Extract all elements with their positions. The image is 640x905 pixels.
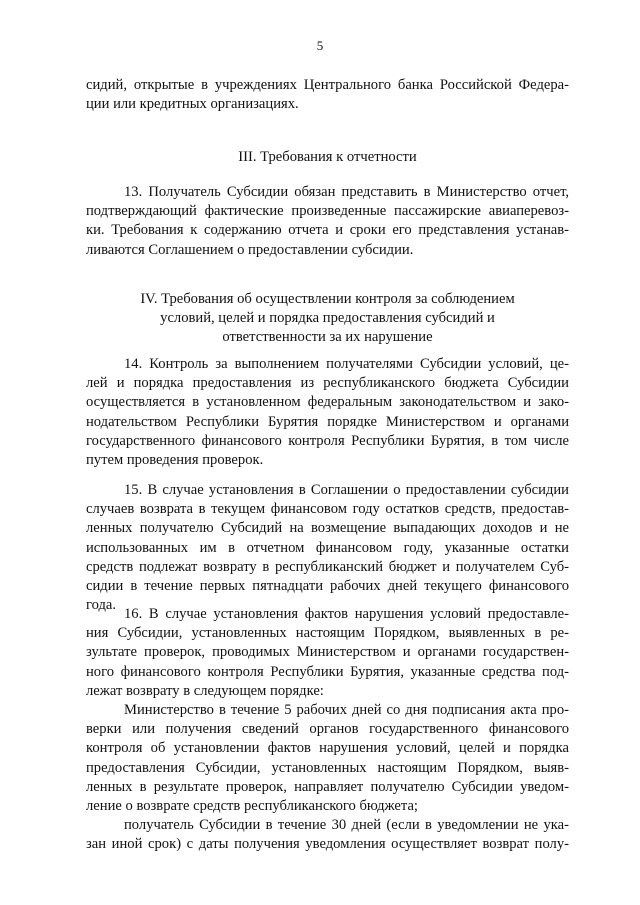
text-line: использованных им в отчетном финансовом году, указанные остатки — [86, 539, 569, 556]
text-line: ленных получателю Субсидий на возмещение выпадающих доходов и не — [86, 520, 569, 537]
paragraph-15 — [86, 481, 569, 615]
heading-line: IV. Требования об осуществлении контроля за соблюдением — [140, 291, 515, 307]
text-line: контроля об установлении фактов нарушения условий, целей и порядка — [86, 740, 569, 757]
text-line: верки или получения сведений органов государственного финансового — [86, 721, 569, 738]
text-line: ление о возврате средств республиканского бюджета; — [86, 797, 418, 814]
text-line: Министерство в течение 5 рабочих дней со дня подписания акта про- — [124, 701, 569, 718]
text-line: ливаются Соглашением о предоставлении субсидии. — [86, 241, 414, 258]
text-line: сидий, открытые в учреждениях Центрального банка Российской Федера- — [86, 77, 569, 93]
text-line: 16. В случае установления фактов нарушения условий предоставле- — [124, 606, 569, 622]
text-line: лей и порядка предоставления из республиканского бюджета Субсидии — [86, 375, 569, 392]
section-heading-iv — [86, 290, 569, 348]
page-number: 5 — [316, 38, 324, 53]
text-line: случаев возврата в текущем финансовом году остатков средств, предостав- — [86, 501, 569, 518]
text-line: путем проведения проверок. — [86, 451, 264, 468]
text-line: подтверждающий фактические произведенные пассажирские авиаперевоз- — [86, 203, 569, 220]
text-line: зультате проверок, проводимых Министерством и органами государствен- — [86, 644, 569, 661]
paragraph-14 — [86, 355, 569, 470]
text-line: средств подлежат возврату в республиканский бюджет и получателем Суб- — [86, 558, 569, 575]
heading-line: III. Требования к отчетности — [238, 149, 417, 165]
paragraph-continuation — [86, 76, 569, 114]
text-line: получатель Субсидии в течение 30 дней (если в уведомлении не ука- — [124, 817, 569, 834]
text-line: года. — [86, 597, 117, 614]
text-line: 14. Контроль за выполнением получателями Субсидии условий, це- — [124, 356, 569, 372]
text-line: сидии в течение первых пятнадцати рабочих дней текущего финансового — [86, 577, 569, 594]
paragraph-16 — [86, 605, 569, 854]
text-line: 13. Получатель Субсидии обязан представить в Министерство отчет, — [124, 184, 569, 200]
text-line: 15. В случае установления в Соглашении о предоставлении субсидии — [124, 482, 569, 498]
text-line: предоставления Субсидии, установленных настоящим Порядком, выяв- — [86, 759, 569, 776]
text-line: лежат возврату в следующем порядке: — [86, 682, 324, 699]
text-line: ного финансового контроля Республики Бурятия, указанные средства под- — [86, 663, 569, 680]
section-heading-iii — [86, 148, 569, 167]
heading-line: условий, целей и порядка предоставления субсидий и — [160, 310, 495, 327]
text-line: ции или кредитных организациях. — [86, 96, 299, 113]
text-line: осуществляется в установленном федеральным законодательством и зако- — [86, 394, 569, 411]
text-line: ленных в результате проверок, направляет получателю Субсидии уведом- — [86, 778, 569, 795]
text-line: нодательством Республики Бурятия порядке Министерством и органами — [86, 413, 569, 430]
text-line: ки. Требования к содержанию отчета и сроки его представления устанав- — [86, 222, 569, 239]
heading-line: ответственности за их нарушение — [222, 329, 433, 346]
paragraph-13 — [86, 183, 569, 260]
text-line: государственного финансового контроля Республики Бурятия, в том числе — [86, 432, 569, 449]
text-line: зан иной срок) с даты получения уведомления осуществляет возврат полу- — [86, 836, 569, 853]
text-line: ния Субсидии, установленных настоящим Порядком, выявленных в ре- — [86, 625, 569, 642]
